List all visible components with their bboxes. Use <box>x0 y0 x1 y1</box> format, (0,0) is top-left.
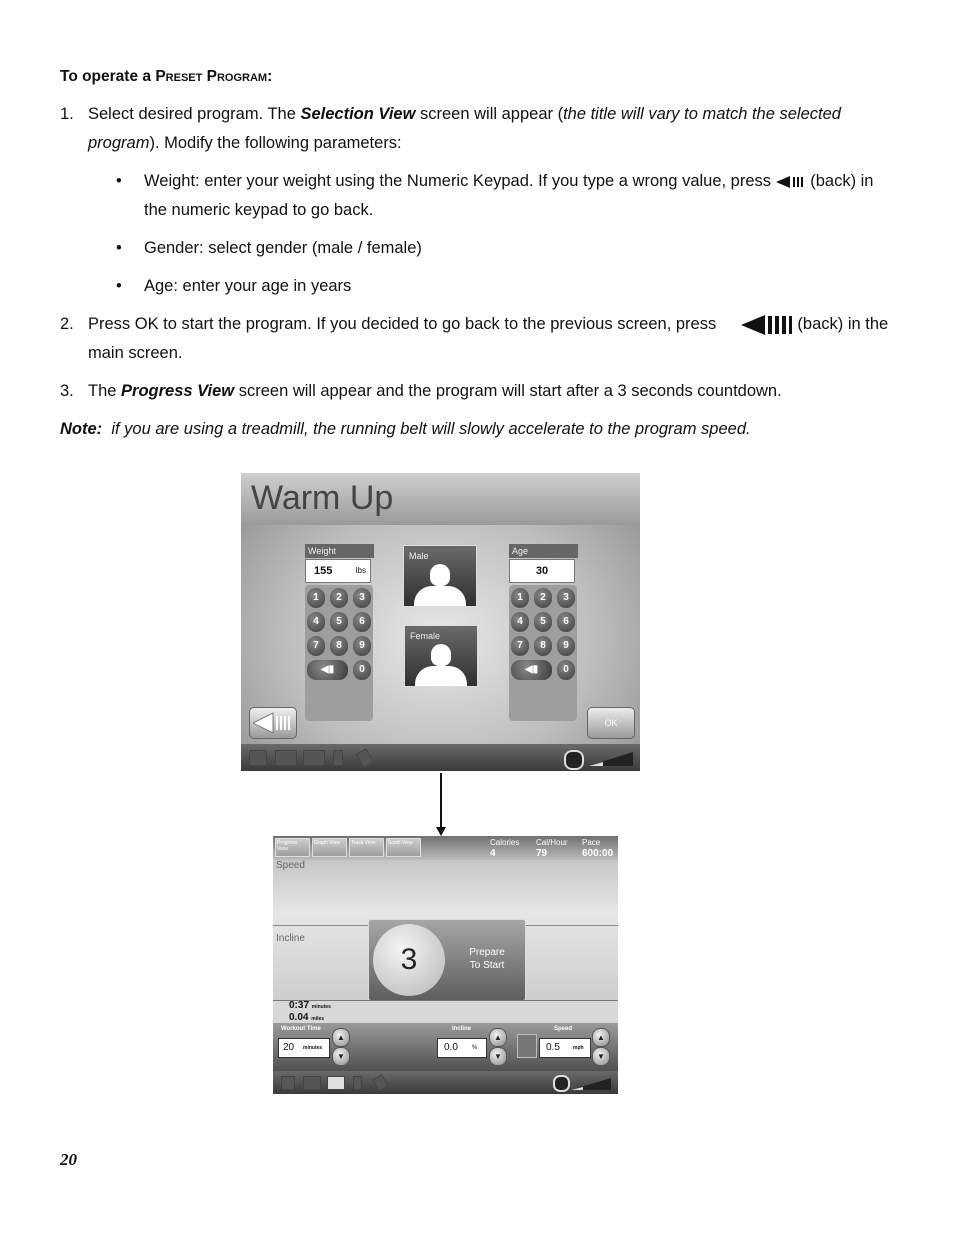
key-2[interactable]: 2 <box>330 588 348 608</box>
headphone-icon[interactable] <box>553 1075 570 1092</box>
flow-arrow <box>433 773 449 837</box>
backspace-icon: ◀▮ <box>320 664 335 675</box>
tab-track-view[interactable]: Track View <box>349 838 384 857</box>
key-3[interactable]: 3 <box>557 588 575 608</box>
step-1-term: Selection View <box>300 105 416 123</box>
key-1[interactable]: 1 <box>511 588 529 608</box>
female-shoulders <box>415 666 467 686</box>
key-5[interactable]: 5 <box>330 612 348 632</box>
key-8[interactable]: 8 <box>330 636 348 656</box>
weight-unit: lbs <box>355 566 366 575</box>
step-1-text-c: screen will appear ( <box>415 105 564 123</box>
section-heading <box>60 68 272 86</box>
screen-title: Warm Up <box>251 479 394 517</box>
calories-label: Calories <box>490 838 520 847</box>
male-label: Male <box>409 551 429 561</box>
age-field[interactable] <box>509 559 575 583</box>
ok-button[interactable] <box>587 707 635 739</box>
headphone-icon[interactable] <box>564 750 584 770</box>
home-icon[interactable] <box>281 1076 295 1090</box>
key-2[interactable]: 2 <box>534 588 552 608</box>
heading-caps: Preset Program <box>155 68 268 85</box>
screen-bottom-bar <box>273 1071 618 1094</box>
backspace-key[interactable] <box>511 660 552 680</box>
weight-keypad <box>305 585 373 721</box>
key-6[interactable]: 6 <box>353 612 371 632</box>
key-6[interactable]: 6 <box>557 612 575 632</box>
bullet-weight-text-b: (back) in the numeric keypad to go back. <box>144 172 874 219</box>
prepare-text <box>449 946 525 972</box>
volume-icon[interactable] <box>571 1078 611 1090</box>
volume-icon[interactable] <box>589 752 633 766</box>
speed-value: 0.5 <box>546 1042 560 1053</box>
tab-graph-view[interactable]: Graph View <box>312 838 347 857</box>
calories-value: 4 <box>490 848 496 859</box>
step-3-text-c: screen will appear and the program will start after a 3 seconds countdown. <box>234 382 782 400</box>
bullet-weight-text-a: Weight: enter your weight using the Numeric Keypad. If you type a wrong value, press <box>144 172 772 190</box>
male-silhouette-icon <box>430 564 450 586</box>
pace-value: 600:00 <box>582 848 614 859</box>
back-button-icon <box>741 315 793 335</box>
fan-icon[interactable] <box>356 748 374 768</box>
step-1 <box>60 100 900 301</box>
step-1-text-a: Select desired program. The <box>88 105 301 123</box>
speed-field[interactable] <box>539 1038 591 1058</box>
incline-unit: % <box>472 1045 478 1051</box>
key-3[interactable]: 3 <box>353 588 371 608</box>
workout-time-value: 20 <box>283 1042 295 1053</box>
down-arrow-icon: ▼ <box>494 1052 502 1061</box>
fan-icon[interactable] <box>372 1074 389 1092</box>
step-2-text-a: Press OK to start the program. If you decided to go back to the previous screen, press <box>88 315 717 333</box>
step-3-text-a: The <box>88 382 122 400</box>
note <box>60 415 751 444</box>
key-7[interactable]: 7 <box>307 636 325 656</box>
backspace-icon: ◀▮ <box>524 664 539 675</box>
female-silhouette-icon <box>431 644 451 666</box>
control-bar <box>273 1023 618 1071</box>
countdown-panel <box>368 919 526 1001</box>
tab-scroll-view[interactable]: Scroll View <box>386 838 421 857</box>
workout-time-down-button[interactable] <box>332 1047 350 1066</box>
up-arrow-icon: ▲ <box>494 1033 502 1042</box>
parameter-list <box>88 167 900 301</box>
key-4[interactable]: 4 <box>511 612 529 632</box>
elapsed-time <box>289 1000 331 1011</box>
tab-progress-view[interactable]: Progress View <box>275 838 310 857</box>
tv-icon[interactable] <box>275 750 297 766</box>
elapsed-time-value: 0:37 <box>289 1000 310 1011</box>
keypad-icon[interactable] <box>517 1034 537 1058</box>
ipod-icon[interactable] <box>353 1076 362 1090</box>
progress-view-screen <box>273 836 618 1094</box>
steps-list <box>60 100 900 415</box>
tv-icon[interactable] <box>303 1076 321 1090</box>
age-value: 30 <box>535 565 549 577</box>
key-8[interactable]: 8 <box>534 636 552 656</box>
incline-graph-label: Incline <box>276 933 305 944</box>
incline-down-button[interactable] <box>489 1047 507 1066</box>
step-2-text-b: (back) in the main screen. <box>88 315 889 362</box>
calhour-label: Cal/Hour <box>536 838 568 847</box>
key-0[interactable]: 0 <box>557 660 575 680</box>
incline-field[interactable] <box>437 1038 487 1058</box>
key-0[interactable]: 0 <box>353 660 371 680</box>
ipod-icon[interactable] <box>333 750 343 766</box>
key-7[interactable]: 7 <box>511 636 529 656</box>
step-number: 2. <box>60 315 74 333</box>
workout-time-up-button[interactable] <box>332 1028 350 1047</box>
step-2 <box>60 310 900 368</box>
bullet-weight <box>88 167 900 225</box>
step-number: 1. <box>60 105 74 123</box>
prepare-line-2: To Start <box>469 960 505 971</box>
selection-view-screen <box>241 473 640 771</box>
home-icon[interactable] <box>249 750 267 766</box>
distance-unit: miles <box>311 1016 325 1022</box>
age-keypad <box>509 585 577 721</box>
down-arrow-icon: ▼ <box>337 1052 345 1061</box>
step-3 <box>60 377 900 406</box>
up-arrow-icon: ▲ <box>597 1033 605 1042</box>
back-button[interactable] <box>249 707 297 739</box>
step-number: 3. <box>60 382 74 400</box>
male-shoulders <box>414 586 466 606</box>
male-button[interactable] <box>403 545 477 607</box>
distance-value: 0.04 <box>289 1012 309 1023</box>
backspace-key[interactable] <box>307 660 348 680</box>
workout-time-field[interactable] <box>278 1038 330 1058</box>
heading-prefix: To operate a <box>60 68 156 85</box>
incline-control-label: Incline <box>452 1026 472 1032</box>
weight-value: 155 <box>314 565 333 577</box>
screen-icon[interactable] <box>303 750 325 766</box>
workout-time-unit: minutes <box>303 1045 323 1051</box>
speed-unit: mph <box>573 1045 584 1051</box>
countdown-circle <box>373 924 445 996</box>
screen-icon[interactable] <box>327 1076 345 1090</box>
key-9[interactable]: 9 <box>557 636 575 656</box>
speed-up-button[interactable] <box>592 1028 610 1047</box>
back-arrow-icon <box>253 712 293 734</box>
down-arrow-icon: ▼ <box>597 1052 605 1061</box>
up-arrow-icon: ▲ <box>337 1033 345 1042</box>
bullet-gender: • Gender: select gender (male / female) <box>88 234 900 263</box>
note-label: Note: <box>60 420 103 438</box>
note-text: if you are using a treadmill, the running belt will slowly accelerate to the program speed. <box>111 420 751 438</box>
step-1-italic: the title will vary to match the selected program <box>88 105 841 152</box>
weight-label: Weight <box>305 544 374 558</box>
workout-time-label: Workout Time <box>281 1026 321 1032</box>
heading-suffix: : <box>267 68 273 85</box>
key-9[interactable]: 9 <box>353 636 371 656</box>
countdown-value: 3 <box>400 943 418 976</box>
female-label: Female <box>410 631 441 641</box>
speed-graph-label: Speed <box>276 860 305 871</box>
female-button[interactable] <box>404 625 478 687</box>
calhour-value: 79 <box>536 848 548 859</box>
speed-down-button[interactable] <box>592 1047 610 1066</box>
elapsed-time-unit: minutes <box>311 1004 331 1010</box>
age-label: Age <box>509 544 578 558</box>
distance <box>289 1012 324 1023</box>
pace-label: Pace <box>582 838 601 847</box>
step-1-text-e: ). Modify the following parameters: <box>149 134 402 152</box>
step-3-term: Progress View <box>121 382 235 400</box>
incline-up-button[interactable] <box>489 1028 507 1047</box>
key-1[interactable]: 1 <box>307 588 325 608</box>
bullet-age: • Age: enter your age in years <box>88 272 900 301</box>
weight-field[interactable] <box>305 559 371 583</box>
key-4[interactable]: 4 <box>307 612 325 632</box>
ok-label: OK <box>604 718 618 728</box>
prepare-line-1: Prepare <box>469 947 505 958</box>
back-key-icon <box>776 175 806 189</box>
incline-value: 0.0 <box>444 1042 458 1053</box>
page-number: 20 <box>60 1150 77 1169</box>
screen-bottom-bar <box>241 744 640 771</box>
key-5[interactable]: 5 <box>534 612 552 632</box>
speed-control-label: Speed <box>554 1026 573 1032</box>
